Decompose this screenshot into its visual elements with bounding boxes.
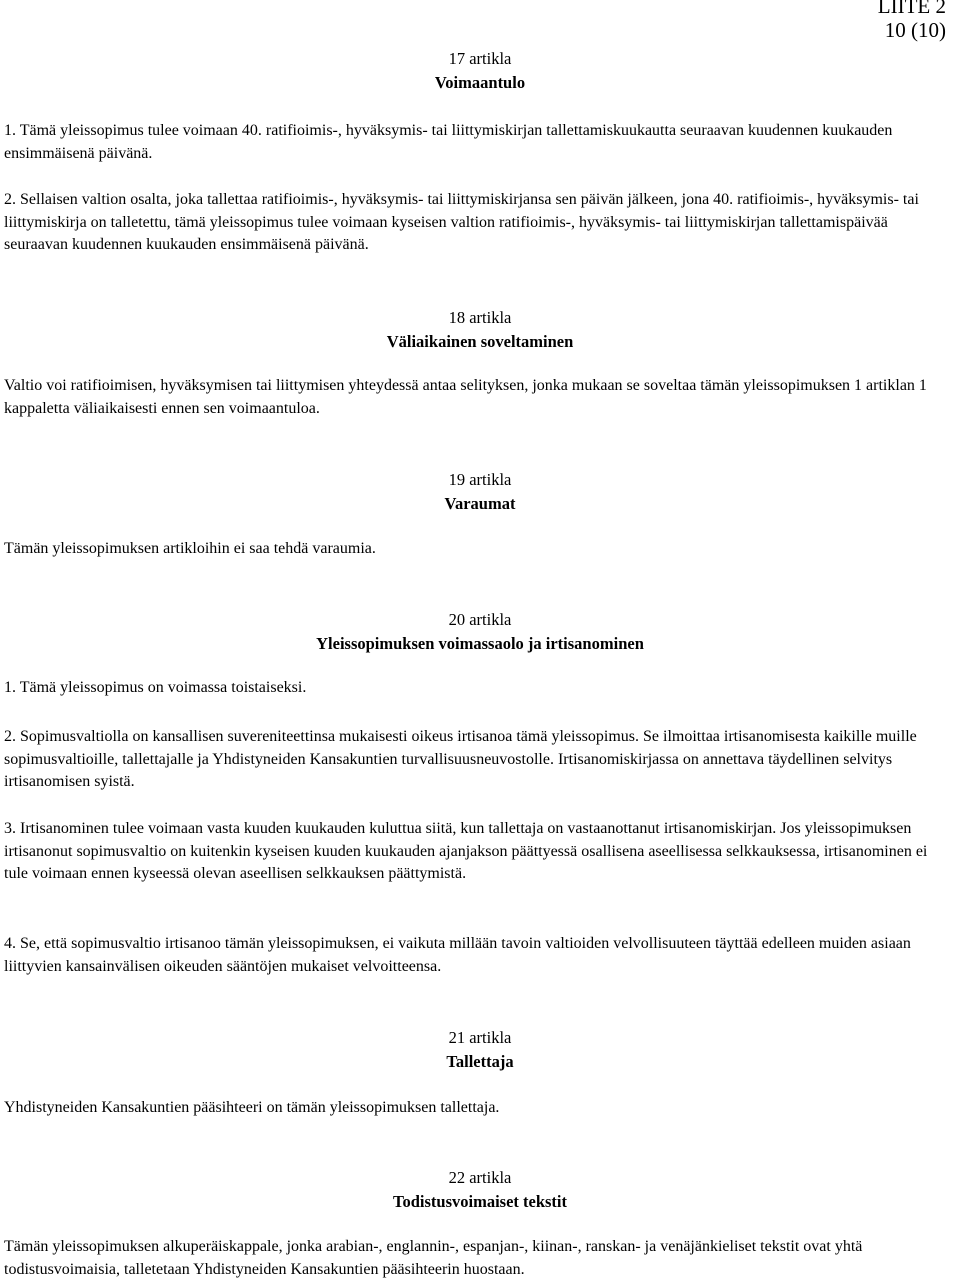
article-number: 21 artikla — [448, 1028, 512, 1047]
article-19-heading — [380, 468, 580, 516]
article-21-heading — [380, 1026, 580, 1074]
article-title: Varaumat — [444, 494, 516, 513]
article-number: 19 artikla — [448, 470, 512, 489]
article-22-paragraph-1: Tämän yleissopimuksen alkuperäiskappale, jonka arabian-, englannin-, espanjan-, kiinan-, ranskan- ja venäjänkieliset tekstit ovat yhtä todistusvoimaisia, talletetaan Yhdistyneiden Kansakuntien pääsihteerin huostaan. — [4, 1238, 863, 1278]
article-19-paragraph-1: Tämän yleissopimuksen artikloihin ei saa tehdä varaumia. — [4, 540, 376, 557]
article-20-heading — [230, 608, 730, 656]
article-22-heading — [330, 1166, 630, 1214]
article-title: Väliaikainen soveltaminen — [386, 332, 574, 351]
article-title: Voimaantulo — [434, 73, 526, 92]
appendix-label: LIITE 2 — [877, 0, 946, 18]
article-18-heading — [280, 306, 680, 354]
article-17-paragraph-1: 1. Tämä yleissopimus tulee voimaan 40. ratifioimis-, hyväksymis- tai liittymiskirjan tallettamiskuukautta seuraavan kuudennen kuukauden ensimmäisenä päivänä. — [4, 122, 893, 162]
article-18-paragraph-1: Valtio voi ratifioimisen, hyväksymisen tai liittymisen yhteydessä antaa selityksen, jonka mukaan se soveltaa tämän yleissopimuksen 1 artiklan 1 kappaletta väliaikaisesti ennen sen voimaantuloa. — [4, 377, 927, 417]
article-title: Yleissopimuksen voimassaolo ja irtisanominen — [316, 634, 644, 653]
article-title: Todistusvoimaiset tekstit — [392, 1192, 568, 1211]
article-17-paragraph-2: 2. Sellaisen valtion osalta, joka tallettaa ratifioimis-, hyväksymis- tai liittymiskirjansa sen päivän jälkeen, jona 40. ratifioimis-, hyväksymis- tai liittymiskirja on talletettu, tämä yleissopimus tulee voimaan kyseisen valtion ratifioimis-, hyväksymis- tai liittymiskirjan tallettamispäivää seuraavan kuudennen kuukauden ensimmäisenä päivänä. — [4, 191, 919, 254]
article-20-paragraph-1: 1. Tämä yleissopimus on voimassa toistaiseksi. — [4, 679, 307, 696]
page-number: 10 (10) — [884, 18, 946, 42]
article-number: 18 artikla — [448, 308, 512, 327]
article-17-heading — [380, 47, 580, 95]
page-header — [878, 0, 946, 42]
article-20-paragraph-3: 3. Irtisanominen tulee voimaan vasta kuuden kuukauden kuluttua siitä, kun tallettaja on vastaanottanut irtisanomiskirjan. Jos yleissopimuksen irtisanonut sopimusvaltio on kuitenkin kyseisen kuuden kuukauden ajanjakson päättyessä osallisena aseellisessa selkkauksessa, irtisanominen ei tule voimaan ennen kyseessä olevan aseellisen selkkauksen päättymistä. — [4, 820, 928, 883]
article-number: 22 artikla — [448, 1168, 512, 1187]
article-number: 20 artikla — [448, 610, 512, 629]
article-number: 17 artikla — [448, 49, 512, 68]
article-20-paragraph-2: 2. Sopimusvaltiolla on kansallisen suvereniteettinsa mukaisesti oikeus irtisanoa tämä yleissopimus. Se ilmoittaa irtisanomisesta kaikille muille sopimusvaltioille, tallettajalle ja Yhdistyneiden Kansakuntien turvallisuusneuvostolle. Irtisanomiskirjassa on annettava täydellinen selvitys irtisanomisen syistä. — [4, 728, 917, 791]
article-20-paragraph-4: 4. Se, että sopimusvaltio irtisanoo tämän yleissopimuksen, ei vaikuta millään tavoin valtioiden velvollisuuteen täyttää edelleen muiden asiaan liittyvien kansainvälisen oikeuden sääntöjen mukaiset velvoitteensa. — [4, 935, 911, 975]
article-title: Tallettaja — [446, 1052, 514, 1071]
article-21-paragraph-1: Yhdistyneiden Kansakuntien pääsihteeri on tämän yleissopimuksen tallettaja. — [4, 1099, 500, 1116]
